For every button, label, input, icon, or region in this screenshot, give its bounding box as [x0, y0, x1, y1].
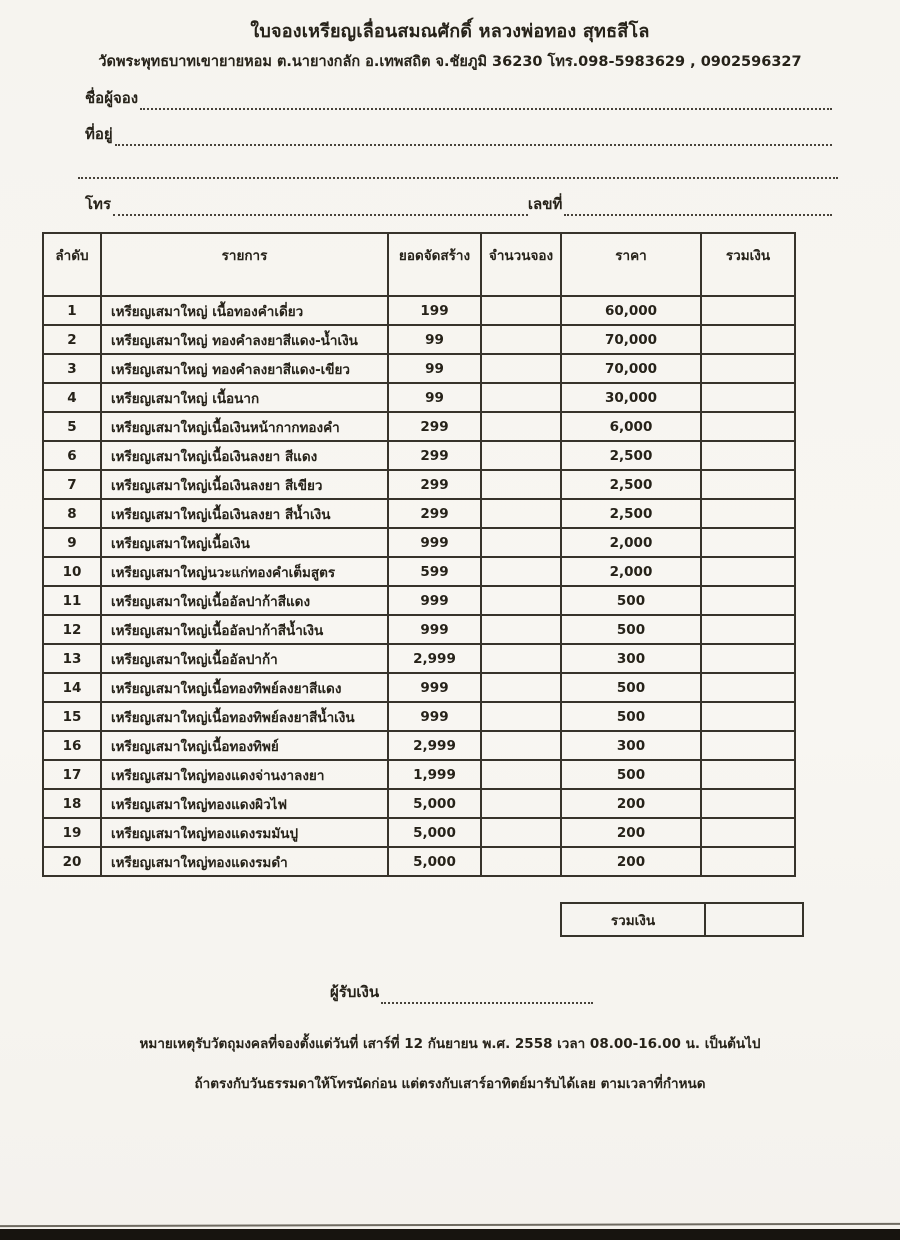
cell-price: 2,500 — [561, 499, 701, 528]
cell-no: 18 — [43, 789, 101, 818]
cell-total — [701, 673, 795, 702]
cell-no: 14 — [43, 673, 101, 702]
cell-total — [701, 818, 795, 847]
scan-edge-bar — [0, 1229, 900, 1240]
number-fill-line — [564, 197, 832, 216]
page-title: ใบจองเหรียญเลื่อนสมณศักดิ์ หลวงพ่อทอง สุทธสีโล — [250, 21, 650, 42]
table-row — [43, 470, 795, 499]
cell-made: 5,000 — [388, 818, 481, 847]
cell-made: 299 — [388, 470, 481, 499]
cell-no: 10 — [43, 557, 101, 586]
cell-item: เหรียญเสมาใหญ่ทองแดงรมมันปู — [101, 818, 388, 847]
cell-made: 2,999 — [388, 731, 481, 760]
receiver-label: ผู้รับเงิน — [330, 983, 380, 1001]
temple-address: วัดพระพุทธบาทเขายายหอม ต.นายางกลัก อ.เทพสถิต จ.ชัยภูมิ 36230 โทร.098-5983629 , 0902596327 — [98, 54, 802, 70]
cell-order — [481, 644, 561, 673]
cell-order — [481, 354, 561, 383]
cell-made: 299 — [388, 499, 481, 528]
cell-total — [701, 615, 795, 644]
cell-no: 13 — [43, 644, 101, 673]
table-row — [43, 528, 795, 557]
cell-made: 299 — [388, 412, 481, 441]
cell-made: 999 — [388, 673, 481, 702]
cell-price: 500 — [561, 586, 701, 615]
cell-made: 99 — [388, 354, 481, 383]
cell-item: เหรียญเสมาใหญ่ เนื้อทองคำเดี่ยว — [101, 296, 388, 325]
cell-no: 7 — [43, 470, 101, 499]
cell-made: 999 — [388, 702, 481, 731]
grand-total-row — [560, 902, 804, 937]
cell-price: 300 — [561, 731, 701, 760]
cell-order — [481, 557, 561, 586]
cell-price: 2,500 — [561, 470, 701, 499]
cell-order — [481, 673, 561, 702]
table-row — [43, 847, 795, 876]
cell-made: 5,000 — [388, 847, 481, 876]
cell-price: 70,000 — [561, 325, 701, 354]
address-fill-line — [115, 127, 832, 146]
cell-no: 5 — [43, 412, 101, 441]
pickup-note: หมายเหตุรับวัตถุมงคลที่จองตั้งแต่วันที่ เสาร์ที่ 12 กันยายน พ.ศ. 2558 เวลา 08.00-16.00 น. เป็นต้นไป — [139, 1036, 761, 1052]
cell-price: 2,000 — [561, 557, 701, 586]
cell-made: 99 — [388, 325, 481, 354]
cell-no: 1 — [43, 296, 101, 325]
cell-price: 6,000 — [561, 412, 701, 441]
name-label: ชื่อผู้จอง — [85, 89, 139, 107]
table-row — [43, 702, 795, 731]
table-row — [43, 557, 795, 586]
table-row — [43, 383, 795, 412]
cell-price: 200 — [561, 789, 701, 818]
cell-price: 30,000 — [561, 383, 701, 412]
appointment-note: ถ้าตรงกับวันธรรมดาให้โทรนัดก่อน แต่ตรงกับเสาร์อาทิตย์มารับได้เลย ตามเวลาที่กำหนด — [194, 1076, 706, 1092]
cell-made: 999 — [388, 615, 481, 644]
col-header-no: ลำดับ — [43, 233, 101, 296]
col-header-total: รวมเงิน — [701, 233, 795, 296]
address-label: ที่อยู่ — [85, 125, 113, 143]
table-row — [43, 789, 795, 818]
address-fill-line-2 — [78, 160, 838, 179]
cell-item: เหรียญเสมาใหญ่ทองแดงจ่านงาลงยา — [101, 760, 388, 789]
cell-total — [701, 731, 795, 760]
order-table-body — [43, 296, 795, 876]
cell-total — [701, 557, 795, 586]
grand-total-label: รวมเงิน — [561, 903, 705, 936]
cell-item: เหรียญเสมาใหญ่เนื้ออัลปาก้าสีแดง — [101, 586, 388, 615]
cell-order — [481, 441, 561, 470]
cell-item: เหรียญเสมาใหญ่เนื้อทองทิพย์ — [101, 731, 388, 760]
cell-order — [481, 818, 561, 847]
cell-item: เหรียญเสมาใหญ่เนื้อเงินหน้ากากทองคำ — [101, 412, 388, 441]
cell-item: เหรียญเสมาใหญ่ทองแดงรมดำ — [101, 847, 388, 876]
cell-order — [481, 731, 561, 760]
col-header-order: จำนวนจอง — [481, 233, 561, 296]
cell-order — [481, 383, 561, 412]
phone-label: โทร — [85, 195, 112, 213]
cell-total — [701, 325, 795, 354]
cell-total — [701, 644, 795, 673]
table-row — [43, 818, 795, 847]
cell-no: 16 — [43, 731, 101, 760]
cell-no: 6 — [43, 441, 101, 470]
cell-total — [701, 528, 795, 557]
cell-item: เหรียญเสมาใหญ่ เนื้อนาก — [101, 383, 388, 412]
table-row — [43, 354, 795, 383]
cell-price: 200 — [561, 818, 701, 847]
cell-total — [701, 296, 795, 325]
cell-price: 500 — [561, 702, 701, 731]
phone-fill-line — [113, 197, 528, 216]
table-row — [43, 586, 795, 615]
cell-item: เหรียญเสมาใหญ่เนื้อทองทิพย์ลงยาสีน้ำเงิน — [101, 702, 388, 731]
cell-item: เหรียญเสมาใหญ่เนื้อเงินลงยา สีเขียว — [101, 470, 388, 499]
cell-made: 1,999 — [388, 760, 481, 789]
table-row — [43, 296, 795, 325]
cell-order — [481, 296, 561, 325]
cell-order — [481, 499, 561, 528]
cell-item: เหรียญเสมาใหญ่ทองแดงผิวไฟ — [101, 789, 388, 818]
cell-made: 999 — [388, 586, 481, 615]
cell-item: เหรียญเสมาใหญ่นวะแก่ทองคำเต็มสูตร — [101, 557, 388, 586]
cell-total — [701, 354, 795, 383]
cell-no: 11 — [43, 586, 101, 615]
cell-made: 99 — [388, 383, 481, 412]
cell-order — [481, 586, 561, 615]
order-table — [42, 232, 796, 877]
cell-order — [481, 470, 561, 499]
cell-item: เหรียญเสมาใหญ่เนื้อเงินลงยา สีแดง — [101, 441, 388, 470]
cell-total — [701, 441, 795, 470]
cell-price: 300 — [561, 644, 701, 673]
grand-total-value — [705, 903, 803, 936]
cell-order — [481, 789, 561, 818]
col-header-item: รายการ — [101, 233, 388, 296]
cell-made: 299 — [388, 441, 481, 470]
cell-item: เหรียญเสมาใหญ่เนื้ออัลปาก้า — [101, 644, 388, 673]
table-row — [43, 644, 795, 673]
cell-total — [701, 383, 795, 412]
phone-field — [85, 192, 832, 216]
cell-price: 70,000 — [561, 354, 701, 383]
order-table-header — [43, 233, 795, 296]
cell-total — [701, 847, 795, 876]
cell-order — [481, 702, 561, 731]
receiver-field — [330, 980, 593, 1004]
cell-no: 12 — [43, 615, 101, 644]
cell-price: 500 — [561, 760, 701, 789]
cell-price: 500 — [561, 615, 701, 644]
number-label: เลขที่ — [527, 195, 563, 213]
cell-no: 8 — [43, 499, 101, 528]
cell-total — [701, 702, 795, 731]
address-field-line2 — [78, 160, 838, 179]
name-fill-line — [140, 91, 832, 110]
cell-price: 2,500 — [561, 441, 701, 470]
cell-no: 17 — [43, 760, 101, 789]
cell-price: 500 — [561, 673, 701, 702]
cell-made: 199 — [388, 296, 481, 325]
cell-price: 60,000 — [561, 296, 701, 325]
cell-total — [701, 789, 795, 818]
cell-no: 2 — [43, 325, 101, 354]
cell-no: 3 — [43, 354, 101, 383]
cell-order — [481, 615, 561, 644]
cell-no: 4 — [43, 383, 101, 412]
cell-total — [701, 760, 795, 789]
cell-order — [481, 325, 561, 354]
cell-order — [481, 412, 561, 441]
cell-total — [701, 470, 795, 499]
cell-no: 20 — [43, 847, 101, 876]
cell-made: 5,000 — [388, 789, 481, 818]
cell-item: เหรียญเสมาใหญ่เนื้ออัลปาก้าสีน้ำเงิน — [101, 615, 388, 644]
name-field — [85, 86, 832, 110]
table-row — [43, 731, 795, 760]
address-field — [85, 122, 832, 146]
cell-price: 200 — [561, 847, 701, 876]
table-row — [43, 412, 795, 441]
grand-total-cells — [561, 903, 803, 936]
table-row — [43, 499, 795, 528]
cell-item: เหรียญเสมาใหญ่เนื้อเงิน — [101, 528, 388, 557]
cell-total — [701, 412, 795, 441]
cell-item: เหรียญเสมาใหญ่ ทองคำลงยาสีแดง-น้ำเงิน — [101, 325, 388, 354]
table-row — [43, 673, 795, 702]
cell-made: 599 — [388, 557, 481, 586]
header-row — [43, 233, 795, 296]
col-header-price: ราคา — [561, 233, 701, 296]
cell-item: เหรียญเสมาใหญ่ ทองคำลงยาสีแดง-เขียว — [101, 354, 388, 383]
col-header-made: ยอดจัดสร้าง — [388, 233, 481, 296]
cell-no: 15 — [43, 702, 101, 731]
cell-made: 2,999 — [388, 644, 481, 673]
cell-no: 19 — [43, 818, 101, 847]
table-row — [43, 325, 795, 354]
cell-order — [481, 528, 561, 557]
scan-edge-line — [0, 1223, 900, 1227]
cell-total — [701, 586, 795, 615]
cell-item: เหรียญเสมาใหญ่เนื้อเงินลงยา สีน้ำเงิน — [101, 499, 388, 528]
table-row — [43, 615, 795, 644]
cell-item: เหรียญเสมาใหญ่เนื้อทองทิพย์ลงยาสีแดง — [101, 673, 388, 702]
cell-no: 9 — [43, 528, 101, 557]
cell-made: 999 — [388, 528, 481, 557]
table-row — [43, 441, 795, 470]
cell-order — [481, 847, 561, 876]
cell-total — [701, 499, 795, 528]
receiver-signature-line — [381, 986, 593, 1004]
cell-price: 2,000 — [561, 528, 701, 557]
cell-order — [481, 760, 561, 789]
table-row — [43, 760, 795, 789]
